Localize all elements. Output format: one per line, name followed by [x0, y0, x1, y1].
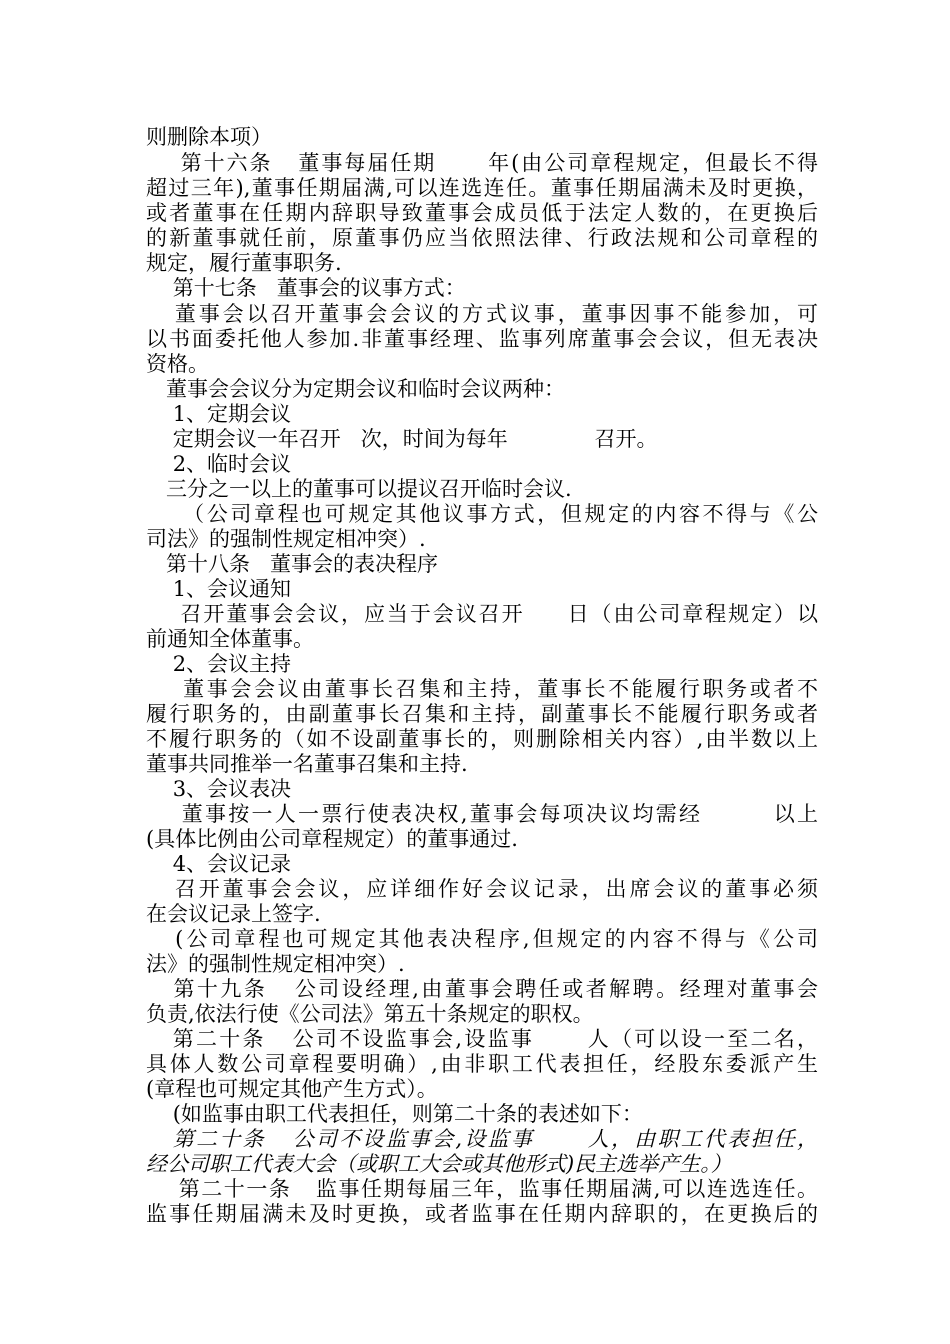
text-line: 具体人数公司章程要明确）,由非职工代表担任，经股东委派产生	[146, 1052, 818, 1076]
text-line: (章程也可规定其他产生方式）。	[146, 1077, 438, 1101]
text-line: 三分之一以上的董事可以提议召开临时会议.	[146, 477, 572, 501]
text-line: 3、会议表决	[146, 777, 292, 801]
text-line: 2、会议主持	[146, 652, 292, 676]
text-line: 司法》的强制性规定相冲突）.	[146, 527, 426, 551]
text-line: 第十七条 董事会的议事方式：	[146, 276, 466, 300]
text-line: 第二十条 公司不设监事会,设监事 人（可以设一至二名，	[146, 1027, 818, 1051]
text-line: 第十九条 公司设经理,由董事会聘任或者解聘。经理对董事会	[146, 977, 818, 1001]
text-line: 经公司职工代表大会（或职工大会或其他形式)民主选举产生。）	[146, 1152, 732, 1176]
text-line: 2、临时会议	[146, 452, 292, 476]
text-line: 董事会会议分为定期会议和临时会议两种：	[146, 377, 566, 401]
text-line: 第十六条 董事每届任期 年(由公司章程规定，但最长不得	[146, 151, 818, 175]
text-line: 第二十条 公司不设监事会,设监事 人，由职工代表担任，	[146, 1127, 818, 1151]
text-line: (如监事由职工代表担任，则第二十条的表述如下：	[146, 1102, 643, 1126]
text-line: 前通知全体董事。	[146, 627, 314, 651]
text-line: 定期会议一年召开 次，时间为每年 召开。	[146, 427, 658, 451]
text-line: (公司章程也可规定其他表决程序,但规定的内容不得与《公司	[146, 927, 818, 951]
text-line: 在会议记录上签字.	[146, 902, 321, 926]
text-line: 以书面委托他人参加.非董事经理、监事列席董事会会议，但无表决	[146, 327, 818, 351]
text-line: 履行职务的，由副董事长召集和主持，副董事长不能履行职务或者	[146, 702, 818, 726]
text-line: 监事任期届满未及时更换，或者监事在任期内辞职的，在更换后的	[146, 1202, 818, 1226]
text-line: 第十八条 董事会的表决程序	[146, 552, 439, 576]
text-line: 1、会议通知	[146, 577, 292, 601]
text-line: 董事会以召开董事会会议的方式议事，董事因事不能参加，可	[146, 302, 818, 326]
text-line: (具体比例由公司章程规定）的董事通过.	[146, 827, 518, 851]
text-line: 资格。	[146, 352, 209, 376]
text-line: 董事按一人一票行使表决权,董事会每项决议均需经 以上	[146, 802, 818, 826]
text-line: 董事共同推举一名董事召集和主持.	[146, 752, 468, 776]
text-line: 则删除本项）	[146, 125, 272, 149]
text-line: 负责,依法行使《公司法》第五十条规定的职权。	[146, 1002, 594, 1026]
text-line: 召开董事会会议，应当于会议召开 日（由公司章程规定）以	[146, 602, 818, 626]
text-line: 第二十一条 监事任期每届三年，监事任期届满,可以连选连任。	[146, 1177, 818, 1201]
text-line: 法》的强制性规定相冲突）.	[146, 952, 405, 976]
text-line: 董事会会议由董事长召集和主持，董事长不能履行职务或者不	[146, 677, 818, 701]
text-line: 1、定期会议	[146, 402, 292, 426]
text-line: 召开董事会会议，应详细作好会议记录，出席会议的董事必须	[146, 877, 818, 901]
text-line: （公司章程也可规定其他议事方式，但规定的内容不得与《公	[146, 502, 818, 526]
text-line: 规定，履行董事职务.	[146, 251, 342, 275]
text-line: 超过三年),董事任期届满,可以连选连任。董事任期届满未及时更换，	[146, 176, 818, 200]
text-line: 的新董事就任前，原董事仍应当依照法律、行政法规和公司章程的	[146, 226, 818, 250]
text-line: 4、会议记录	[146, 852, 292, 876]
text-line: 或者董事在任期内辞职导致董事会成员低于法定人数的，在更换后	[146, 201, 818, 225]
text-line: 不履行职务的（如不设副董事长的，则删除相关内容）,由半数以上	[146, 727, 818, 751]
